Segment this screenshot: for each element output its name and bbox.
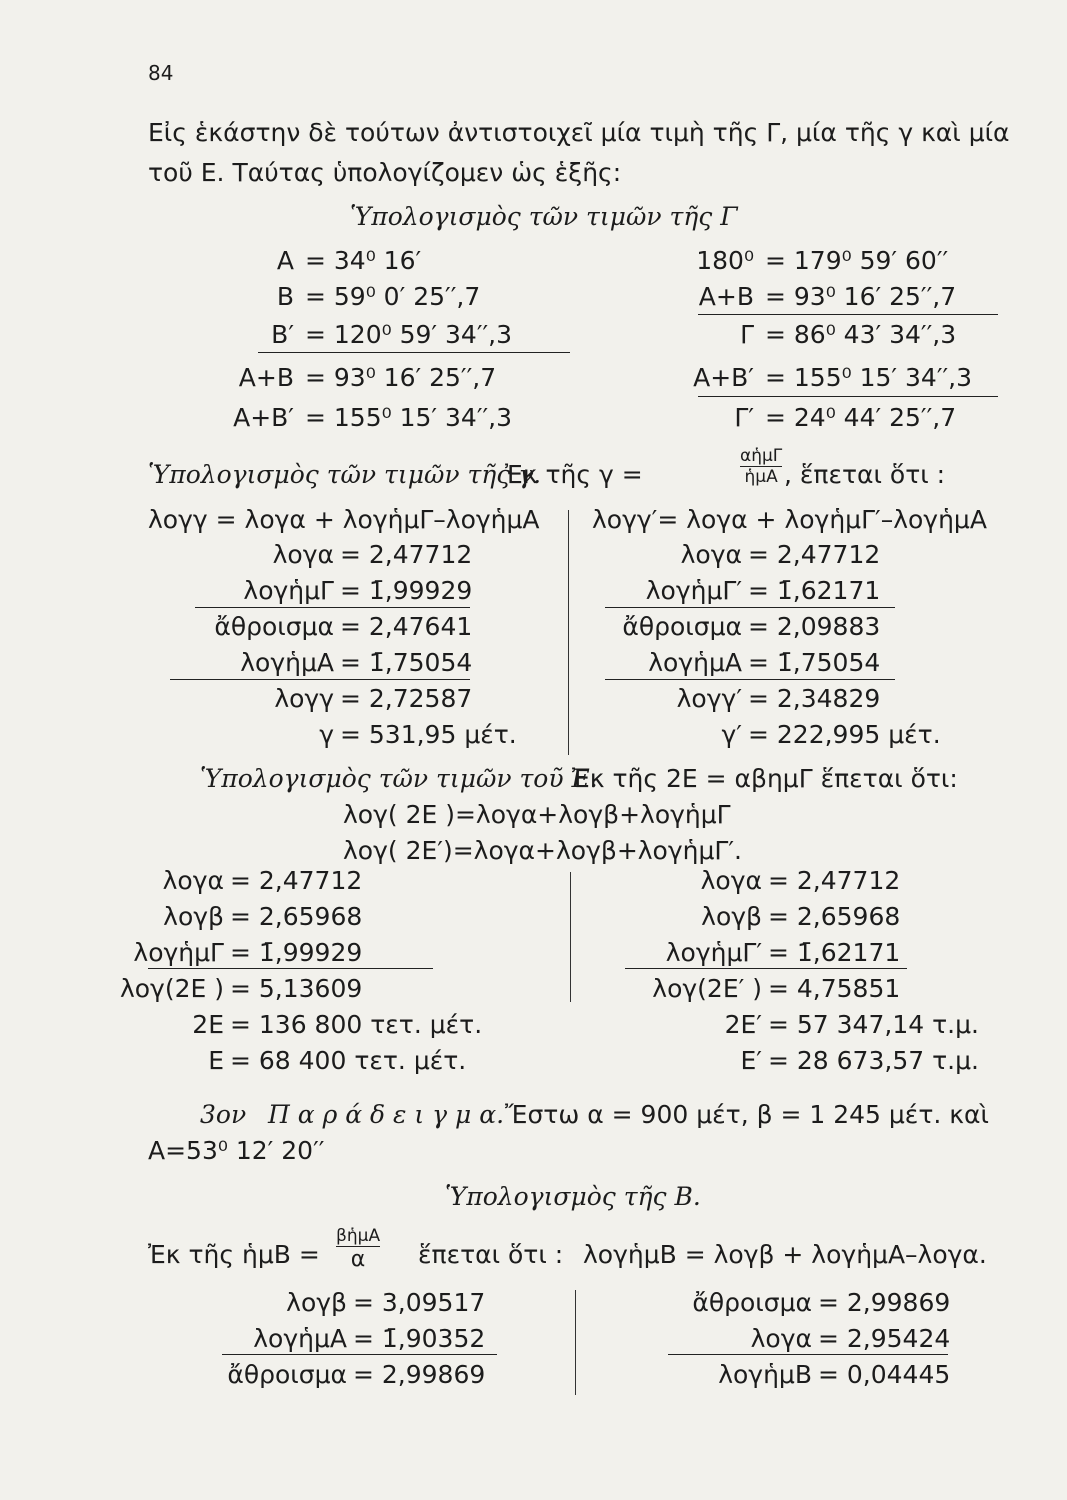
calc-lhs: λογβ — [163, 902, 224, 931]
calc-rhs: = 57 347,14 τ.μ. — [768, 1010, 979, 1039]
sum-rule — [605, 607, 895, 608]
calc-lhs: Α+Β — [238, 363, 294, 392]
calc-rhs: = 2,95424 — [818, 1324, 951, 1353]
calc-rhs: = 2,72587 — [340, 684, 473, 713]
fraction-numerator: αἡμΓ — [740, 446, 783, 466]
calc-rhs: = 1̄,75054 — [340, 648, 473, 677]
column-divider — [570, 872, 571, 1002]
sum-rule — [625, 968, 907, 969]
calc-lhs: Α — [276, 246, 294, 275]
calc-lhs: ἄθροισμα — [214, 612, 334, 641]
calc-rhs: = 2,99869 — [353, 1360, 486, 1389]
follows-text: , ἕπεται ὅτι : — [784, 460, 946, 489]
sum-rule — [222, 1354, 497, 1355]
calc-rhs: = 2,99869 — [818, 1288, 951, 1317]
calc-rhs: = 34⁰ 16′ — [305, 246, 422, 275]
heading-angle-b: Ὑπολογισμὸς τῆς Β. — [445, 1182, 701, 1211]
calc-rhs: = 68 400 τετ. μέτ. — [230, 1046, 467, 1075]
calc-rhs: = 531,95 μέτ. — [340, 720, 517, 749]
calc-rhs: = 2,09883 — [748, 612, 881, 641]
calc-lhs: ἄθροισμα — [227, 1360, 347, 1389]
calc-rhs: = 2,47712 — [748, 540, 881, 569]
calc-lhs: Γ — [740, 320, 754, 349]
formula-left: λογγ = λογα + λογἡμΓ–λογἡμΑ — [148, 505, 540, 534]
follows-text: ἕπεται ὅτι : — [418, 1240, 564, 1269]
from-relation: Ἐκ τῆς γ = — [505, 460, 643, 489]
calc-rhs: = 1̄,99929 — [230, 938, 363, 967]
fraction-numerator: βἡμΑ — [336, 1226, 381, 1246]
calc-lhs: λογα — [680, 540, 742, 569]
column-divider — [568, 510, 569, 755]
formula: λογἡμΒ = λογβ + λογἡμΑ–λογα. — [583, 1240, 987, 1269]
calc-lhs: Ε — [208, 1046, 224, 1075]
calc-rhs: = 28 673,57 τ.μ. — [768, 1046, 979, 1075]
formula-line-1: λογ( 2Ε )=λογα+λογβ+λογἡμΓ — [343, 800, 731, 829]
example-title: Π α ρ ά δ ε ι γ μ α. — [268, 1100, 505, 1129]
calc-lhs: λογα — [272, 540, 334, 569]
formula-right: λογγ′= λογα + λογἡμΓ′–λογἡμΑ — [592, 505, 987, 534]
calc-rhs: = 136 800 τετ. μέτ. — [230, 1010, 483, 1039]
difference-rule — [170, 679, 470, 680]
calc-lhs: Ε′ — [740, 1046, 762, 1075]
calc-lhs: Α+Β′ — [233, 403, 294, 432]
calc-lhs: λογα — [750, 1324, 812, 1353]
calc-rhs: = 2,47712 — [230, 866, 363, 895]
example-angle: Α=53⁰ 12′ 20′′ — [148, 1136, 325, 1165]
intro-line-2: τοῦ Ε. Ταύτας ὑπολογίζομεν ὡς ἑξῆς: — [148, 158, 622, 187]
fraction-sine-b — [336, 1226, 380, 1273]
calc-lhs: λογβ — [701, 902, 762, 931]
calc-rhs: = 155⁰ 15′ 34′′,3 — [765, 363, 973, 392]
calc-lhs: Β′ — [271, 320, 294, 349]
calc-rhs: = 2,47712 — [768, 866, 901, 895]
calc-lhs: Γ′ — [734, 403, 754, 432]
fraction-denominator: α — [336, 1246, 380, 1273]
calc-rhs: = 86⁰ 43′ 34′′,3 — [765, 320, 957, 349]
calc-rhs: = 5,13609 — [230, 974, 363, 1003]
calc-rhs: = 93⁰ 16′ 25′′,7 — [765, 282, 957, 311]
calc-lhs: Α+Β′ — [693, 363, 754, 392]
calc-rhs: = 1̄,90352 — [353, 1324, 486, 1353]
calc-rhs: = 1̄,62171 — [748, 576, 881, 605]
calc-rhs: = 1̄,75054 — [748, 648, 881, 677]
calc-lhs: λογα — [162, 866, 224, 895]
calc-rhs: = 24⁰ 44′ 25′′,7 — [765, 403, 957, 432]
from-relation: Ἐκ τῆς ἡμΒ = — [148, 1240, 320, 1269]
calc-rhs: = 2,65968 — [230, 902, 363, 931]
calc-lhs: Α+Β — [698, 282, 754, 311]
calc-rhs: = 2,34829 — [748, 684, 881, 713]
calc-lhs: γ′ — [721, 720, 742, 749]
calc-lhs: λογἡμΑ — [648, 648, 742, 677]
sum-rule — [195, 607, 470, 608]
heading-area-values: Ὑπολογισμὸς τῶν τιμῶν τοῦ Ε. — [200, 764, 598, 793]
calc-rhs: = 0,04445 — [818, 1360, 951, 1389]
calc-rhs: = 2,47641 — [340, 612, 473, 641]
calc-lhs: λογἡμΒ — [718, 1360, 812, 1389]
calc-rhs: = 2,47712 — [340, 540, 473, 569]
calc-lhs: ἄθροισμα — [692, 1288, 812, 1317]
column-divider — [575, 1290, 576, 1395]
calc-lhs: λογἡμΓ — [133, 938, 224, 967]
sum-rule — [258, 352, 570, 353]
calc-lhs: Β — [276, 282, 294, 311]
page-number: 84 — [148, 61, 174, 85]
calc-lhs: ἄθροισμα — [622, 612, 742, 641]
difference-rule — [698, 314, 998, 315]
calc-lhs: λογγ′ — [676, 684, 742, 713]
from-relation: Ἐκ τῆς 2Ε = αβημΓ ἕπεται ὅτι: — [572, 764, 958, 793]
calc-rhs: = 59⁰ 0′ 25′′,7 — [305, 282, 481, 311]
difference-rule — [698, 396, 998, 397]
calc-rhs: = 179⁰ 59′ 60′′ — [765, 246, 949, 275]
calc-lhs: λογ(2Ε′ ) — [652, 974, 762, 1003]
difference-rule — [668, 1354, 948, 1355]
calc-lhs: λογα — [700, 866, 762, 895]
heading-small-gamma-values: Ὑπολογισμὸς τῶν τιμῶν τῆς γ. — [148, 460, 542, 489]
calc-rhs: = 155⁰ 15′ 34′′,3 — [305, 403, 513, 432]
calc-rhs: = 120⁰ 59′ 34′′,3 — [305, 320, 513, 349]
calc-rhs: = 1̄,99929 — [340, 576, 473, 605]
calc-rhs: = 1̄,62171 — [768, 938, 901, 967]
calc-lhs: 2Ε — [192, 1010, 224, 1039]
heading-gamma-values: Ὑπολογισμὸς τῶν τιμῶν τῆς Γ — [350, 202, 738, 231]
calc-lhs: 2Ε′ — [724, 1010, 762, 1039]
calc-rhs: = 4,75851 — [768, 974, 901, 1003]
calc-lhs: λογἡμΓ — [243, 576, 334, 605]
calc-lhs: λογἡμΑ — [240, 648, 334, 677]
calc-lhs: λογ(2Ε ) — [119, 974, 224, 1003]
example-number: 3ον — [200, 1100, 247, 1129]
fraction-sine-law — [740, 446, 782, 487]
difference-rule — [605, 679, 895, 680]
calc-rhs: = 2,65968 — [768, 902, 901, 931]
intro-line-1: Εἰς ἑκάστην δὲ τούτων ἀντιστοιχεῖ μία τιμὴ τῆς Γ, μία τῆς γ καὶ μία — [148, 118, 1010, 147]
calc-lhs: λογγ — [274, 684, 334, 713]
calc-lhs: λογἡμΑ — [253, 1324, 347, 1353]
calc-rhs: = 93⁰ 16′ 25′′,7 — [305, 363, 497, 392]
formula-line-2: λογ( 2Ε′)=λογα+λογβ+λογἡμΓ′. — [343, 836, 742, 865]
calc-lhs: λογἡμΓ′ — [665, 938, 762, 967]
calc-rhs: = 3,09517 — [353, 1288, 486, 1317]
example-statement: Ἔστω α = 900 μέτ, β = 1 245 μέτ. καὶ — [505, 1100, 989, 1129]
calc-lhs: γ — [319, 720, 334, 749]
calc-rhs: = 222,995 μέτ. — [748, 720, 941, 749]
calc-lhs: λογβ — [286, 1288, 347, 1317]
calc-lhs: 180⁰ — [696, 246, 754, 275]
calc-lhs: λογἡμΓ′ — [645, 576, 742, 605]
sum-rule — [148, 968, 433, 969]
fraction-denominator: ἡμΑ — [740, 466, 782, 487]
